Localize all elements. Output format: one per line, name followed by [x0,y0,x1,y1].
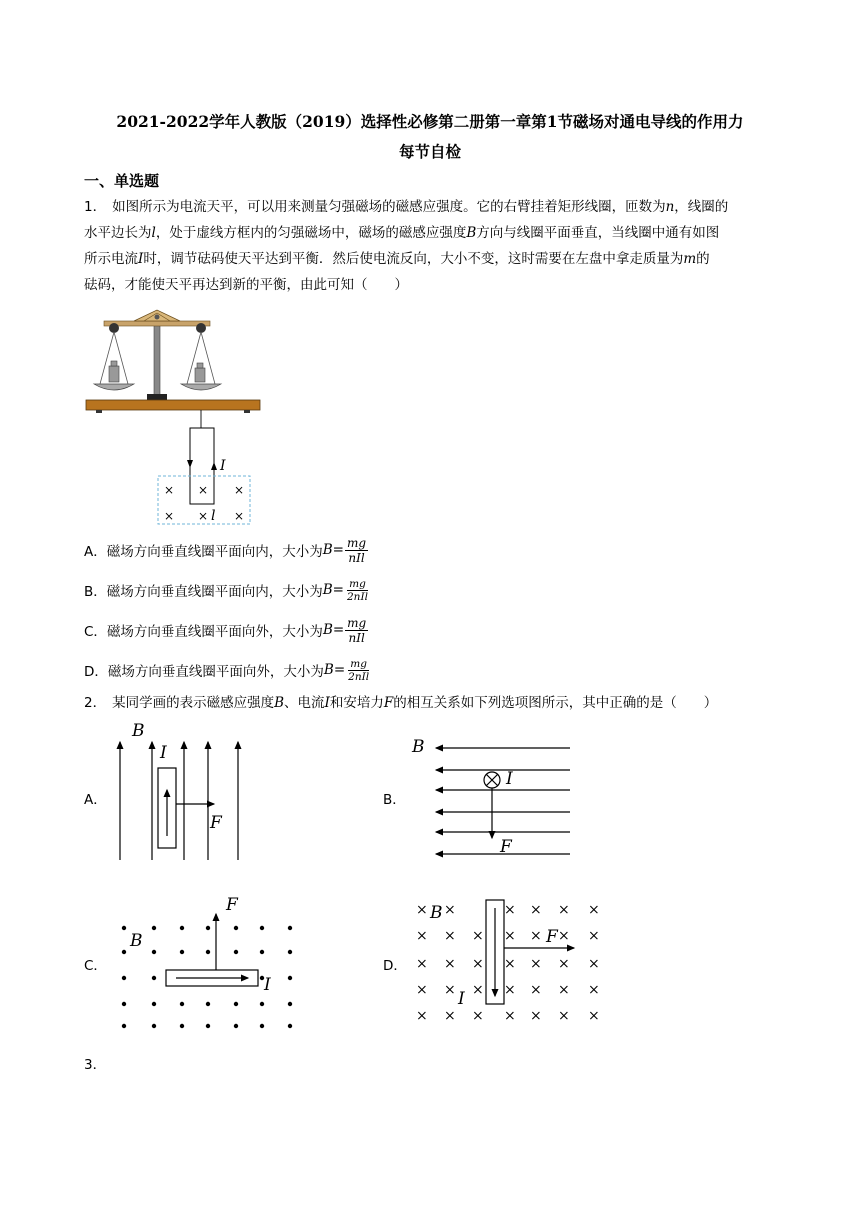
svg-text:×: × [504,982,516,998]
svg-text:×: × [416,902,428,918]
svg-text:×: × [504,928,516,944]
svg-text:×: × [588,956,600,972]
q2-option-d-letter[interactable]: D． [383,958,407,974]
svg-text:I: I [264,975,271,995]
svg-text:×: × [530,902,542,918]
svg-text:B: B [430,903,443,923]
q1-option-c[interactable]: C． 磁场方向垂直线圈平面向外，大小为 B= $\frac{mg}{\text{nIl}}$ [84,615,367,645]
svg-text:×: × [444,902,456,918]
svg-text:×: × [588,1008,600,1024]
svg-text:×: × [558,982,570,998]
svg-text:×: × [234,509,245,523]
q2-stem: 2． 某同学画的表示磁感应强度B、电流I和安培力F的相互关系如下列选项图所示，其中正确的是（ ） [84,695,718,711]
svg-text:I: I [506,769,513,789]
svg-text:×: × [416,982,428,998]
svg-text:F: F [210,813,222,833]
svg-text:×: × [504,902,516,918]
svg-text:×: × [588,928,600,944]
svg-text:B: B [130,931,143,951]
svg-text:×: × [504,956,516,972]
svg-text:I: I [458,989,465,1009]
q2-figure-a [110,718,260,868]
svg-text:×: × [588,982,600,998]
q2-figure-c [112,890,302,1034]
svg-text:×: × [472,982,484,998]
svg-text:×: × [558,1008,570,1024]
svg-text:×: × [416,928,428,944]
svg-text:×: × [530,1008,542,1024]
current-balance-figure [84,304,264,530]
svg-text:×: × [444,956,456,972]
q2-number: 2． [84,695,107,711]
q2-option-c-letter[interactable]: C． [84,958,107,974]
fig1-length-label: l [211,508,216,524]
svg-text:×: × [472,1008,484,1024]
q2-option-b-letter[interactable]: B． [383,792,406,808]
svg-text:×: × [198,509,209,523]
svg-text:×: × [530,956,542,972]
svg-text:×: × [558,956,570,972]
q1-line3: 所示电流I时，调节砝码使天平达到平衡．然后使电流反向，大小不变，这时需要在左盘中拿走质量为m的 [84,251,710,267]
svg-text:×: × [530,982,542,998]
svg-text:×: × [504,1008,516,1024]
q2-option-a-letter[interactable]: A． [84,792,107,808]
q1-option-d[interactable]: D． 磁场方向垂直线圈平面向外，大小为 B= $\frac{mg}{\text{2nIl}}$ [84,657,370,683]
svg-text:I: I [160,743,167,763]
q2-figure-d [410,896,610,1026]
svg-text:×: × [472,928,484,944]
section-heading: 一、单选题 [84,172,160,190]
svg-text:×: × [164,509,175,523]
svg-text:×: × [444,982,456,998]
svg-text:B: B [132,721,145,741]
svg-text:×: × [558,928,570,944]
svg-text:×: × [416,956,428,972]
svg-text:×: × [588,902,600,918]
svg-text:×: × [530,928,542,944]
document-subtitle: 每节自检 [398,142,461,161]
q2-figure-b [408,734,578,862]
q1-line4: 砝码，才能使天平再达到新的平衡，由此可知（ ） [84,277,408,293]
q1-option-b[interactable]: B． 磁场方向垂直线圈平面向内，大小为 B= $\frac{mg}{\text{2nIl}}$ [84,577,368,603]
svg-text:×: × [472,956,484,972]
q1-line1: 1． 如图所示为电流天平，可以用来测量匀强磁场的磁感应强度。它的右臂挂着矩形线圈，匝数为n，线圈的 [84,199,729,215]
svg-text:×: × [164,483,175,497]
q1-number: 1． [84,199,107,215]
q1-line2: 水平边长为l，处于虚线方框内的匀强磁场中，磁场的磁感应强度B方向与线圈平面垂直，当线圈中通有如图 [84,225,720,241]
svg-text:×: × [444,1008,456,1024]
svg-text:×: × [444,928,456,944]
document-title: 2021-2022学年人教版（2019）选择性必修第二册第一章第1节磁场对通电导线的作用力 [116,112,744,131]
svg-text:×: × [416,1008,428,1024]
svg-text:F: F [226,895,238,915]
svg-text:×: × [558,902,570,918]
svg-text:B: B [412,737,425,757]
q3-number: 3． [84,1057,107,1073]
q1-option-a[interactable]: A． 磁场方向垂直线圈平面向内，大小为 B= $\frac{mg}{\text{nIl}}$ [84,535,367,565]
svg-text:F: F [546,927,558,947]
svg-text:×: × [234,483,245,497]
svg-text:×: × [198,483,209,497]
svg-text:F: F [500,837,512,857]
fig1-current-label: I [220,458,226,474]
